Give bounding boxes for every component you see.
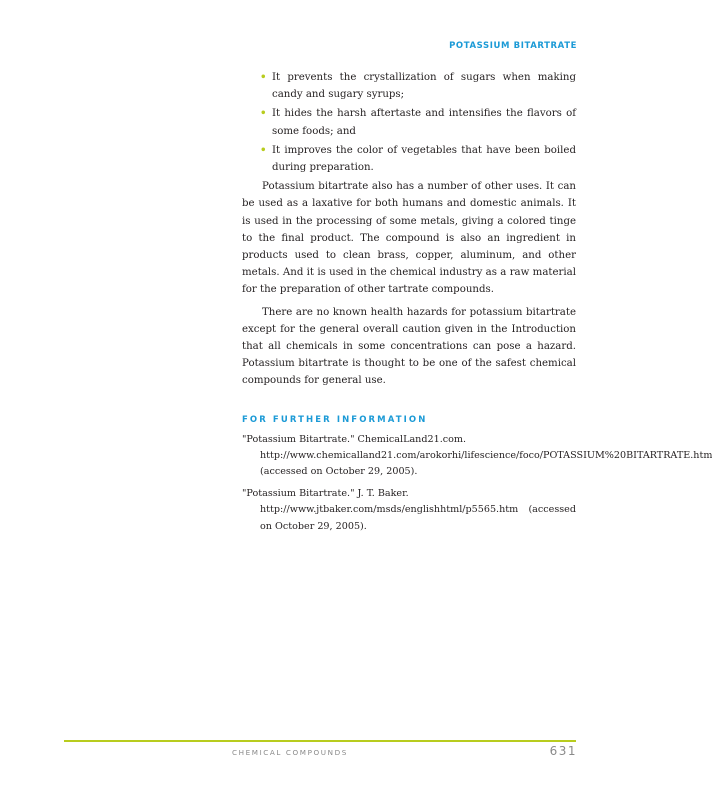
list-item	[242, 105, 576, 139]
footer-book-title: CHEMICAL COMPOUNDS	[232, 748, 348, 757]
bullet-dot-icon: •	[260, 107, 267, 120]
running-head: POTASSIUM BITARTRATE	[449, 41, 577, 51]
main-column	[242, 69, 712, 540]
reference-title: "Potassium Bitartrate." ChemicalLand21.com.	[242, 433, 467, 445]
bullet-dot-icon: •	[260, 71, 267, 83]
reference-entry	[242, 486, 576, 535]
reference-body: http://www.jtbaker.com/msds/englishhtml/p5565.htm (accessed on October 29, 2005).	[260, 504, 576, 532]
reference-entry	[242, 432, 712, 481]
bullet-dot-icon: •	[260, 143, 267, 156]
further-information-heading: FOR FURTHER INFORMATION	[242, 414, 428, 425]
list-item	[242, 69, 576, 103]
bullet-text: It improves the color of vegetables that have been boiled during preparation.	[272, 144, 576, 174]
reference-title: "Potassium Bitartrate." J. T. Baker.	[242, 487, 409, 499]
list-item	[242, 142, 576, 176]
page-number: 631	[549, 744, 577, 758]
bullet-text: It prevents the crystallization of sugars when making candy and sugary syrups;	[272, 72, 576, 101]
paragraph-other-uses: Potassium bitartrate also has a number of other uses. It can be used as a laxative for both humans and domestic animals. It is used in the processing of some metals, giving a colored tinge to the final product. The compound is also an ingredient in products used to clean brass, copper, aluminum, and other metals. And it is used in the chemical industry as a raw material for the preparation of other tartrate compounds.	[242, 181, 576, 296]
reference-body: http://www.chemicalland21.com/arokorhi/lifescience/foco/POTASSIUM%20BITARTRATE.htm (accessed on October 29, 2005).	[260, 450, 712, 478]
bullet-text: It hides the harsh aftertaste and intensifies the flavors of some foods; and	[272, 108, 576, 137]
paragraph-health-hazards: There are no known health hazards for potassium bitartrate except for the general overall caution given in the Introduction that all chemicals in some concentrations can pose a hazard. Potassium bitartrate is thought to be one of the safest chemical compounds for general use.	[242, 306, 576, 387]
footer-divider	[64, 740, 576, 742]
bullet-list	[242, 69, 576, 176]
